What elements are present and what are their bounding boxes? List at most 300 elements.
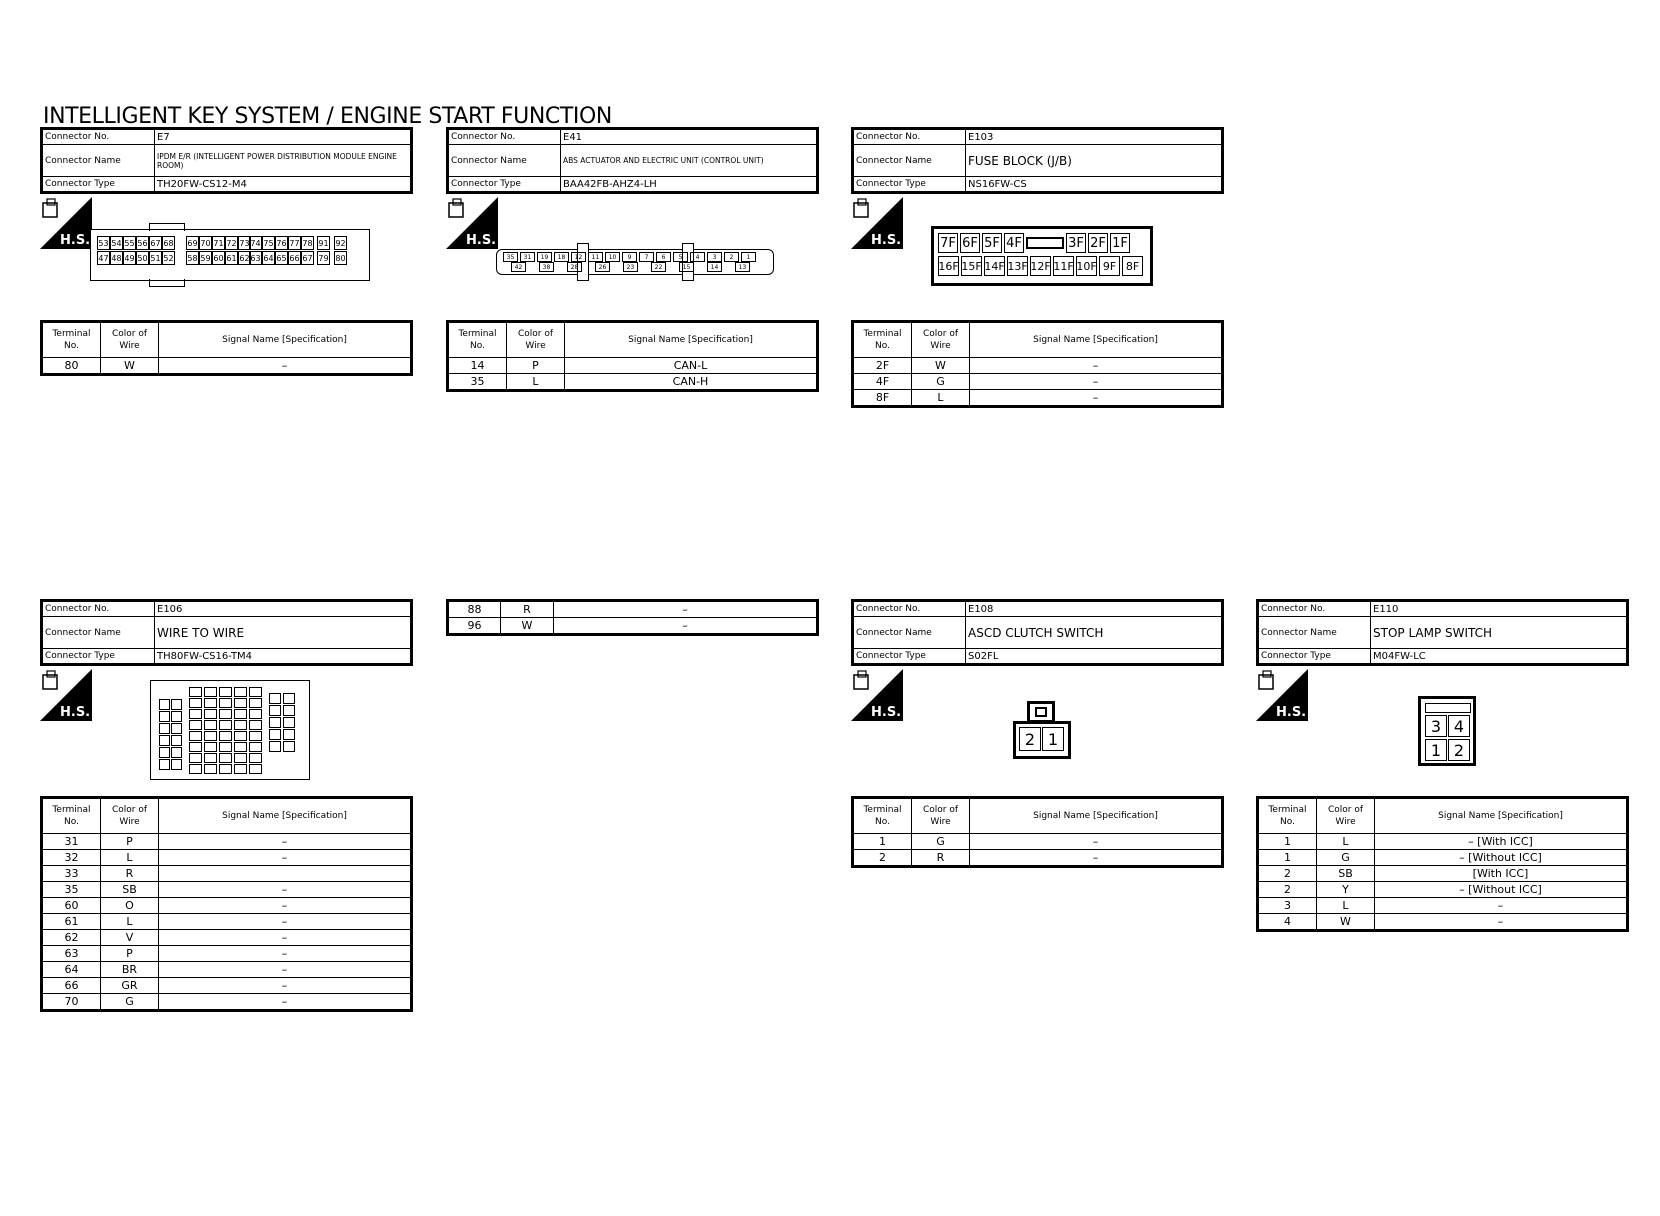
connector-pin: 78	[301, 236, 314, 250]
connector-pin	[249, 731, 262, 741]
terminal-no-cell: 60	[42, 898, 101, 914]
svg-text:H.S.: H.S.	[60, 233, 91, 248]
connector-pin: 72	[225, 236, 238, 250]
header-terminal-no: Terminal No.	[853, 798, 912, 834]
connector-pin: 23	[623, 262, 638, 272]
hs-harness-side-icon	[851, 669, 903, 721]
connector-pin: 6	[656, 252, 671, 262]
table-row	[448, 374, 818, 391]
connector-pin: 48	[110, 251, 123, 265]
table-row	[42, 930, 412, 946]
connector-pin: 9	[622, 252, 637, 262]
connector-pin	[234, 709, 247, 719]
connector-pin: 1F	[1110, 233, 1130, 253]
hs-harness-side-icon	[851, 197, 903, 249]
connector-pin: 76	[275, 236, 288, 250]
header-color-of-wire: Color of Wire	[101, 798, 159, 834]
connector-panel-e108	[851, 599, 1224, 868]
connector-pin	[249, 709, 262, 719]
terminal-no-cell: 1	[1258, 850, 1317, 866]
signal-name-cell: –	[159, 978, 412, 994]
connector-type: S02FL	[966, 649, 1223, 665]
terminal-table	[40, 320, 413, 376]
label-connector-no: Connector No.	[42, 601, 155, 617]
table-row	[448, 358, 818, 374]
connector-info-table	[1256, 599, 1629, 666]
signal-name-cell: –	[159, 914, 412, 930]
label-connector-type: Connector Type	[448, 177, 561, 193]
connector-type: M04FW-LC	[1371, 649, 1628, 665]
connector-info-table	[446, 127, 819, 194]
table-row	[853, 358, 1223, 374]
connector-pin	[204, 764, 217, 774]
connector-no: E7	[155, 129, 412, 145]
terminal-no-cell: 14	[448, 358, 507, 374]
connector-pin	[171, 723, 182, 734]
hs-harness-side-icon	[40, 197, 92, 249]
signal-name-cell: –	[159, 358, 412, 375]
connector-pin	[204, 742, 217, 752]
wire-color-cell: G	[101, 994, 159, 1011]
connector-pin: 60	[212, 251, 225, 265]
connector-face-e41	[496, 249, 774, 275]
connector-pin: 13	[735, 262, 750, 272]
connector-type: TH80FW-CS16-TM4	[155, 649, 412, 665]
connector-pin	[234, 753, 247, 763]
connector-pin	[269, 729, 281, 740]
terminal-no-cell: 88	[448, 601, 501, 618]
signal-name-cell: – [Without ICC]	[1375, 882, 1628, 898]
signal-name-cell: –	[970, 390, 1223, 407]
connector-panel-e7	[40, 127, 413, 376]
connector-pin	[204, 731, 217, 741]
terminal-table-continued	[446, 599, 819, 636]
connector-pin	[269, 705, 281, 716]
connector-pin: 62	[238, 251, 251, 265]
connector-pin	[204, 698, 217, 708]
wire-color-cell: R	[501, 601, 554, 618]
connector-panel-e41	[446, 127, 819, 392]
label-connector-no: Connector No.	[448, 129, 561, 145]
connector-pin: 28	[567, 262, 582, 272]
connector-pin	[234, 742, 247, 752]
wire-color-cell: G	[912, 374, 970, 390]
pin-4: 4	[1448, 715, 1470, 737]
connector-pin	[159, 759, 170, 770]
connector-pin	[159, 699, 170, 710]
label-connector-type: Connector Type	[853, 177, 966, 193]
connector-pin: 19	[537, 252, 552, 262]
table-row	[1258, 882, 1628, 898]
connector-pin: 3	[707, 252, 722, 262]
connector-pin: 54	[110, 236, 123, 250]
connector-pin	[249, 698, 262, 708]
signal-name-cell: –	[554, 601, 818, 618]
terminal-table	[851, 320, 1224, 408]
connector-diagram	[851, 666, 1224, 796]
signal-name-cell	[159, 866, 412, 882]
connector-pin: 2	[724, 252, 739, 262]
terminal-no-cell: 63	[42, 946, 101, 962]
signal-name-cell: –	[159, 850, 412, 866]
connector-pin: 22	[651, 262, 666, 272]
connector-pin: 71	[212, 236, 225, 250]
connector-pin	[159, 735, 170, 746]
signal-name-cell: –	[159, 898, 412, 914]
connector-name: WIRE TO WIRE	[155, 617, 412, 649]
connector-pin	[189, 698, 202, 708]
connector-pin: 11F	[1053, 256, 1074, 276]
connector-pin: 67	[149, 236, 162, 250]
header-terminal-no: Terminal No.	[448, 322, 507, 358]
connector-no: E106	[155, 601, 412, 617]
connector-pin	[204, 720, 217, 730]
terminal-no-cell: 2	[1258, 866, 1317, 882]
header-signal-name: Signal Name [Specification]	[159, 322, 412, 358]
connector-pin: 11	[588, 252, 603, 262]
connector-pin: 26	[595, 262, 610, 272]
table-row	[1258, 866, 1628, 882]
signal-name-cell: –	[1375, 898, 1628, 914]
page-title: INTELLIGENT KEY SYSTEM / ENGINE START FUNCTION	[43, 104, 612, 129]
connector-pin: 6F	[960, 233, 980, 253]
connector-pin	[171, 759, 182, 770]
connector-pin: 3F	[1066, 233, 1086, 253]
connector-pin	[204, 709, 217, 719]
connector-pin: 14F	[984, 256, 1005, 276]
header-terminal-no: Terminal No.	[853, 322, 912, 358]
connector-pin: 59	[199, 251, 212, 265]
label-connector-name: Connector Name	[1258, 617, 1371, 649]
wire-color-cell: R	[912, 850, 970, 867]
connector-no: E103	[966, 129, 1223, 145]
connector-pin	[189, 753, 202, 763]
wire-color-cell: L	[507, 374, 565, 391]
table-row	[42, 946, 412, 962]
wire-color-cell: L	[101, 914, 159, 930]
connector-pin	[234, 687, 247, 697]
connector-pin	[189, 687, 202, 697]
connector-pin	[283, 729, 295, 740]
connector-pin	[249, 742, 262, 752]
connector-pin	[234, 698, 247, 708]
label-connector-type: Connector Type	[1258, 649, 1371, 665]
terminal-no-cell: 1	[853, 834, 912, 850]
wire-color-cell: P	[101, 834, 159, 850]
connector-pin: 2F	[1088, 233, 1108, 253]
connector-pin: 31	[520, 252, 535, 262]
wire-color-cell: L	[1317, 898, 1375, 914]
terminal-no-cell: 61	[42, 914, 101, 930]
table-row	[42, 358, 412, 375]
table-row	[853, 390, 1223, 407]
connector-pin	[249, 687, 262, 697]
wire-color-cell: SB	[101, 882, 159, 898]
wire-color-cell: W	[101, 358, 159, 375]
pin-2: 2	[1448, 739, 1470, 761]
terminal-no-cell: 4	[1258, 914, 1317, 931]
connector-pin: 50	[136, 251, 149, 265]
table-row	[1258, 850, 1628, 866]
connector-pin: 42	[511, 262, 526, 272]
connector-pin: 70	[199, 236, 212, 250]
connector-panel-e110	[1256, 599, 1629, 932]
connector-pin: 51	[149, 251, 162, 265]
connector-face-e7	[90, 229, 370, 281]
signal-name-cell: CAN-L	[565, 358, 818, 374]
table-row	[42, 962, 412, 978]
header-signal-name: Signal Name [Specification]	[565, 322, 818, 358]
connector-type: TH20FW-CS12-M4	[155, 177, 412, 193]
connector-pin: 12	[571, 252, 586, 262]
connector-pin: 66	[288, 251, 301, 265]
connector-panel-e106	[40, 599, 413, 1012]
connector-pin: 79	[317, 251, 330, 265]
label-connector-type: Connector Type	[853, 649, 966, 665]
connector-pin: 9F	[1099, 256, 1120, 276]
table-row	[853, 850, 1223, 867]
signal-name-cell: –	[159, 962, 412, 978]
connector-pin: 92	[334, 236, 347, 250]
connector-pin	[159, 711, 170, 722]
terminal-no-cell: 33	[42, 866, 101, 882]
hs-harness-side-icon	[40, 669, 92, 721]
pin-2: 2	[1019, 727, 1041, 751]
connector-pin	[171, 747, 182, 758]
connector-panel-e103	[851, 127, 1224, 408]
label-connector-no: Connector No.	[1258, 601, 1371, 617]
connector-pin	[171, 735, 182, 746]
connector-pin	[234, 731, 247, 741]
connector-panel-e106-continued	[446, 599, 819, 636]
label-connector-type: Connector Type	[42, 177, 155, 193]
connector-pin	[234, 764, 247, 774]
wire-color-cell: L	[101, 850, 159, 866]
label-connector-name: Connector Name	[448, 145, 561, 177]
table-row	[1258, 834, 1628, 850]
connector-name: FUSE BLOCK (J/B)	[966, 145, 1223, 177]
terminal-no-cell: 80	[42, 358, 101, 375]
connector-pin	[189, 764, 202, 774]
header-color-of-wire: Color of Wire	[507, 322, 565, 358]
connector-pin: 14	[707, 262, 722, 272]
connector-info-table	[851, 599, 1224, 666]
connector-pin	[159, 723, 170, 734]
connector-diagram	[40, 194, 413, 320]
signal-name-cell: – [With ICC]	[1375, 834, 1628, 850]
connector-info-table	[40, 599, 413, 666]
table-row	[42, 834, 412, 850]
connector-pin: 7F	[938, 233, 958, 253]
table-row	[853, 834, 1223, 850]
label-connector-type: Connector Type	[42, 649, 155, 665]
signal-name-cell: –	[159, 834, 412, 850]
connector-pin: 15F	[961, 256, 982, 276]
pin-1: 1	[1425, 739, 1447, 761]
terminal-table	[40, 796, 413, 1012]
connector-pin: 65	[275, 251, 288, 265]
connector-pin: 35	[503, 252, 518, 262]
connector-pin	[159, 747, 170, 758]
hs-harness-side-icon	[1256, 669, 1308, 721]
wire-color-cell: W	[1317, 914, 1375, 931]
table-row	[853, 374, 1223, 390]
connector-pin	[234, 720, 247, 730]
connector-pin: 13F	[1007, 256, 1028, 276]
terminal-no-cell: 2	[1258, 882, 1317, 898]
connector-diagram	[1256, 666, 1629, 796]
connector-pin: 10F	[1076, 256, 1097, 276]
signal-name-cell: –	[970, 358, 1223, 374]
connector-pin: 1	[741, 252, 756, 262]
signal-name-cell: –	[970, 834, 1223, 850]
label-connector-name: Connector Name	[42, 145, 155, 177]
wire-color-cell: W	[912, 358, 970, 374]
connector-type: NS16FW-CS	[966, 177, 1223, 193]
connector-pin: 52	[162, 251, 175, 265]
wire-color-cell: V	[101, 930, 159, 946]
connector-face-e110	[1418, 696, 1476, 766]
terminal-no-cell: 35	[42, 882, 101, 898]
wire-color-cell: BR	[101, 962, 159, 978]
svg-text:H.S.: H.S.	[466, 233, 497, 248]
connector-pin: 53	[97, 236, 110, 250]
connector-pin: 91	[317, 236, 330, 250]
connector-pin	[283, 705, 295, 716]
connector-pin: 4	[690, 252, 705, 262]
connector-pin: 8F	[1122, 256, 1143, 276]
header-color-of-wire: Color of Wire	[912, 322, 970, 358]
header-terminal-no: Terminal No.	[42, 798, 101, 834]
table-row	[1258, 898, 1628, 914]
signal-name-cell: –	[1375, 914, 1628, 931]
wire-color-cell: SB	[1317, 866, 1375, 882]
connector-pin: 47	[97, 251, 110, 265]
wire-color-cell: L	[912, 390, 970, 407]
terminal-no-cell: 1	[1258, 834, 1317, 850]
header-color-of-wire: Color of Wire	[1317, 798, 1375, 834]
header-terminal-no: Terminal No.	[1258, 798, 1317, 834]
connector-pin: 15	[679, 262, 694, 272]
signal-name-cell: –	[159, 994, 412, 1011]
connector-pin	[269, 717, 281, 728]
wire-color-cell: Y	[1317, 882, 1375, 898]
connector-pin: 4F	[1004, 233, 1024, 253]
terminal-table	[446, 320, 819, 392]
connector-pin: 38	[539, 262, 554, 272]
connector-pin: 67	[301, 251, 314, 265]
connector-pin: 5	[673, 252, 688, 262]
terminal-no-cell: 62	[42, 930, 101, 946]
terminal-no-cell: 35	[448, 374, 507, 391]
connector-pin	[283, 741, 295, 752]
connector-pin	[219, 742, 232, 752]
connector-pin: 74	[249, 236, 262, 250]
connector-pin: 77	[288, 236, 301, 250]
connector-pin: 12F	[1030, 256, 1051, 276]
connector-pin: 73	[238, 236, 251, 250]
connector-pin	[171, 699, 182, 710]
wire-color-cell: P	[507, 358, 565, 374]
signal-name-cell: –	[159, 882, 412, 898]
header-terminal-no: Terminal No.	[42, 322, 101, 358]
connector-pin	[219, 764, 232, 774]
terminal-no-cell: 8F	[853, 390, 912, 407]
terminal-table	[1256, 796, 1629, 932]
signal-name-cell: [With ICC]	[1375, 866, 1628, 882]
connector-face-e103	[931, 226, 1153, 286]
connector-name: ABS ACTUATOR AND ELECTRIC UNIT (CONTROL UNIT)	[561, 145, 818, 177]
connector-name: ASCD CLUTCH SWITCH	[966, 617, 1223, 649]
connector-pin: 16F	[938, 256, 959, 276]
wire-color-cell: G	[1317, 850, 1375, 866]
connector-pin	[283, 693, 295, 704]
connector-diagram	[446, 194, 819, 320]
connector-pin	[219, 720, 232, 730]
connector-pin	[249, 720, 262, 730]
terminal-no-cell: 2	[853, 850, 912, 867]
terminal-no-cell: 64	[42, 962, 101, 978]
svg-text:H.S.: H.S.	[60, 705, 91, 720]
table-row	[1258, 914, 1628, 931]
label-connector-no: Connector No.	[853, 129, 966, 145]
terminal-no-cell: 31	[42, 834, 101, 850]
connector-pin: 63	[249, 251, 262, 265]
connector-pin: 18	[554, 252, 569, 262]
label-connector-no: Connector No.	[42, 129, 155, 145]
table-row	[42, 994, 412, 1011]
terminal-no-cell: 32	[42, 850, 101, 866]
connector-face-e106	[150, 680, 310, 780]
connector-pin	[171, 711, 182, 722]
connector-info-table	[40, 127, 413, 194]
connector-pin: 49	[123, 251, 136, 265]
header-color-of-wire: Color of Wire	[101, 322, 159, 358]
connector-pin	[219, 687, 232, 697]
connector-pin	[249, 753, 262, 763]
label-connector-no: Connector No.	[853, 601, 966, 617]
connector-no: E41	[561, 129, 818, 145]
connector-pin: 69	[186, 236, 199, 250]
connector-pin	[219, 709, 232, 719]
wire-color-cell: GR	[101, 978, 159, 994]
hs-harness-side-icon	[446, 197, 498, 249]
connector-pin	[283, 717, 295, 728]
wire-color-cell: W	[501, 618, 554, 635]
header-signal-name: Signal Name [Specification]	[970, 798, 1223, 834]
connector-diagram	[851, 194, 1224, 320]
header-signal-name: Signal Name [Specification]	[159, 798, 412, 834]
connector-pin: 64	[262, 251, 275, 265]
signal-name-cell: – [Without ICC]	[1375, 850, 1628, 866]
terminal-no-cell: 2F	[853, 358, 912, 374]
connector-pin	[189, 720, 202, 730]
wire-color-cell: R	[101, 866, 159, 882]
connector-pin	[204, 753, 217, 763]
connector-pin	[189, 731, 202, 741]
connector-pin	[189, 709, 202, 719]
connector-pin: 58	[186, 251, 199, 265]
header-signal-name: Signal Name [Specification]	[970, 322, 1223, 358]
label-connector-name: Connector Name	[853, 145, 966, 177]
table-row	[448, 601, 818, 618]
connector-type: BAA42FB-AHZ4-LH	[561, 177, 818, 193]
svg-text:H.S.: H.S.	[871, 233, 902, 248]
connector-pin	[204, 687, 217, 697]
svg-text:H.S.: H.S.	[871, 705, 902, 720]
wire-color-cell: G	[912, 834, 970, 850]
connector-pin: 55	[123, 236, 136, 250]
